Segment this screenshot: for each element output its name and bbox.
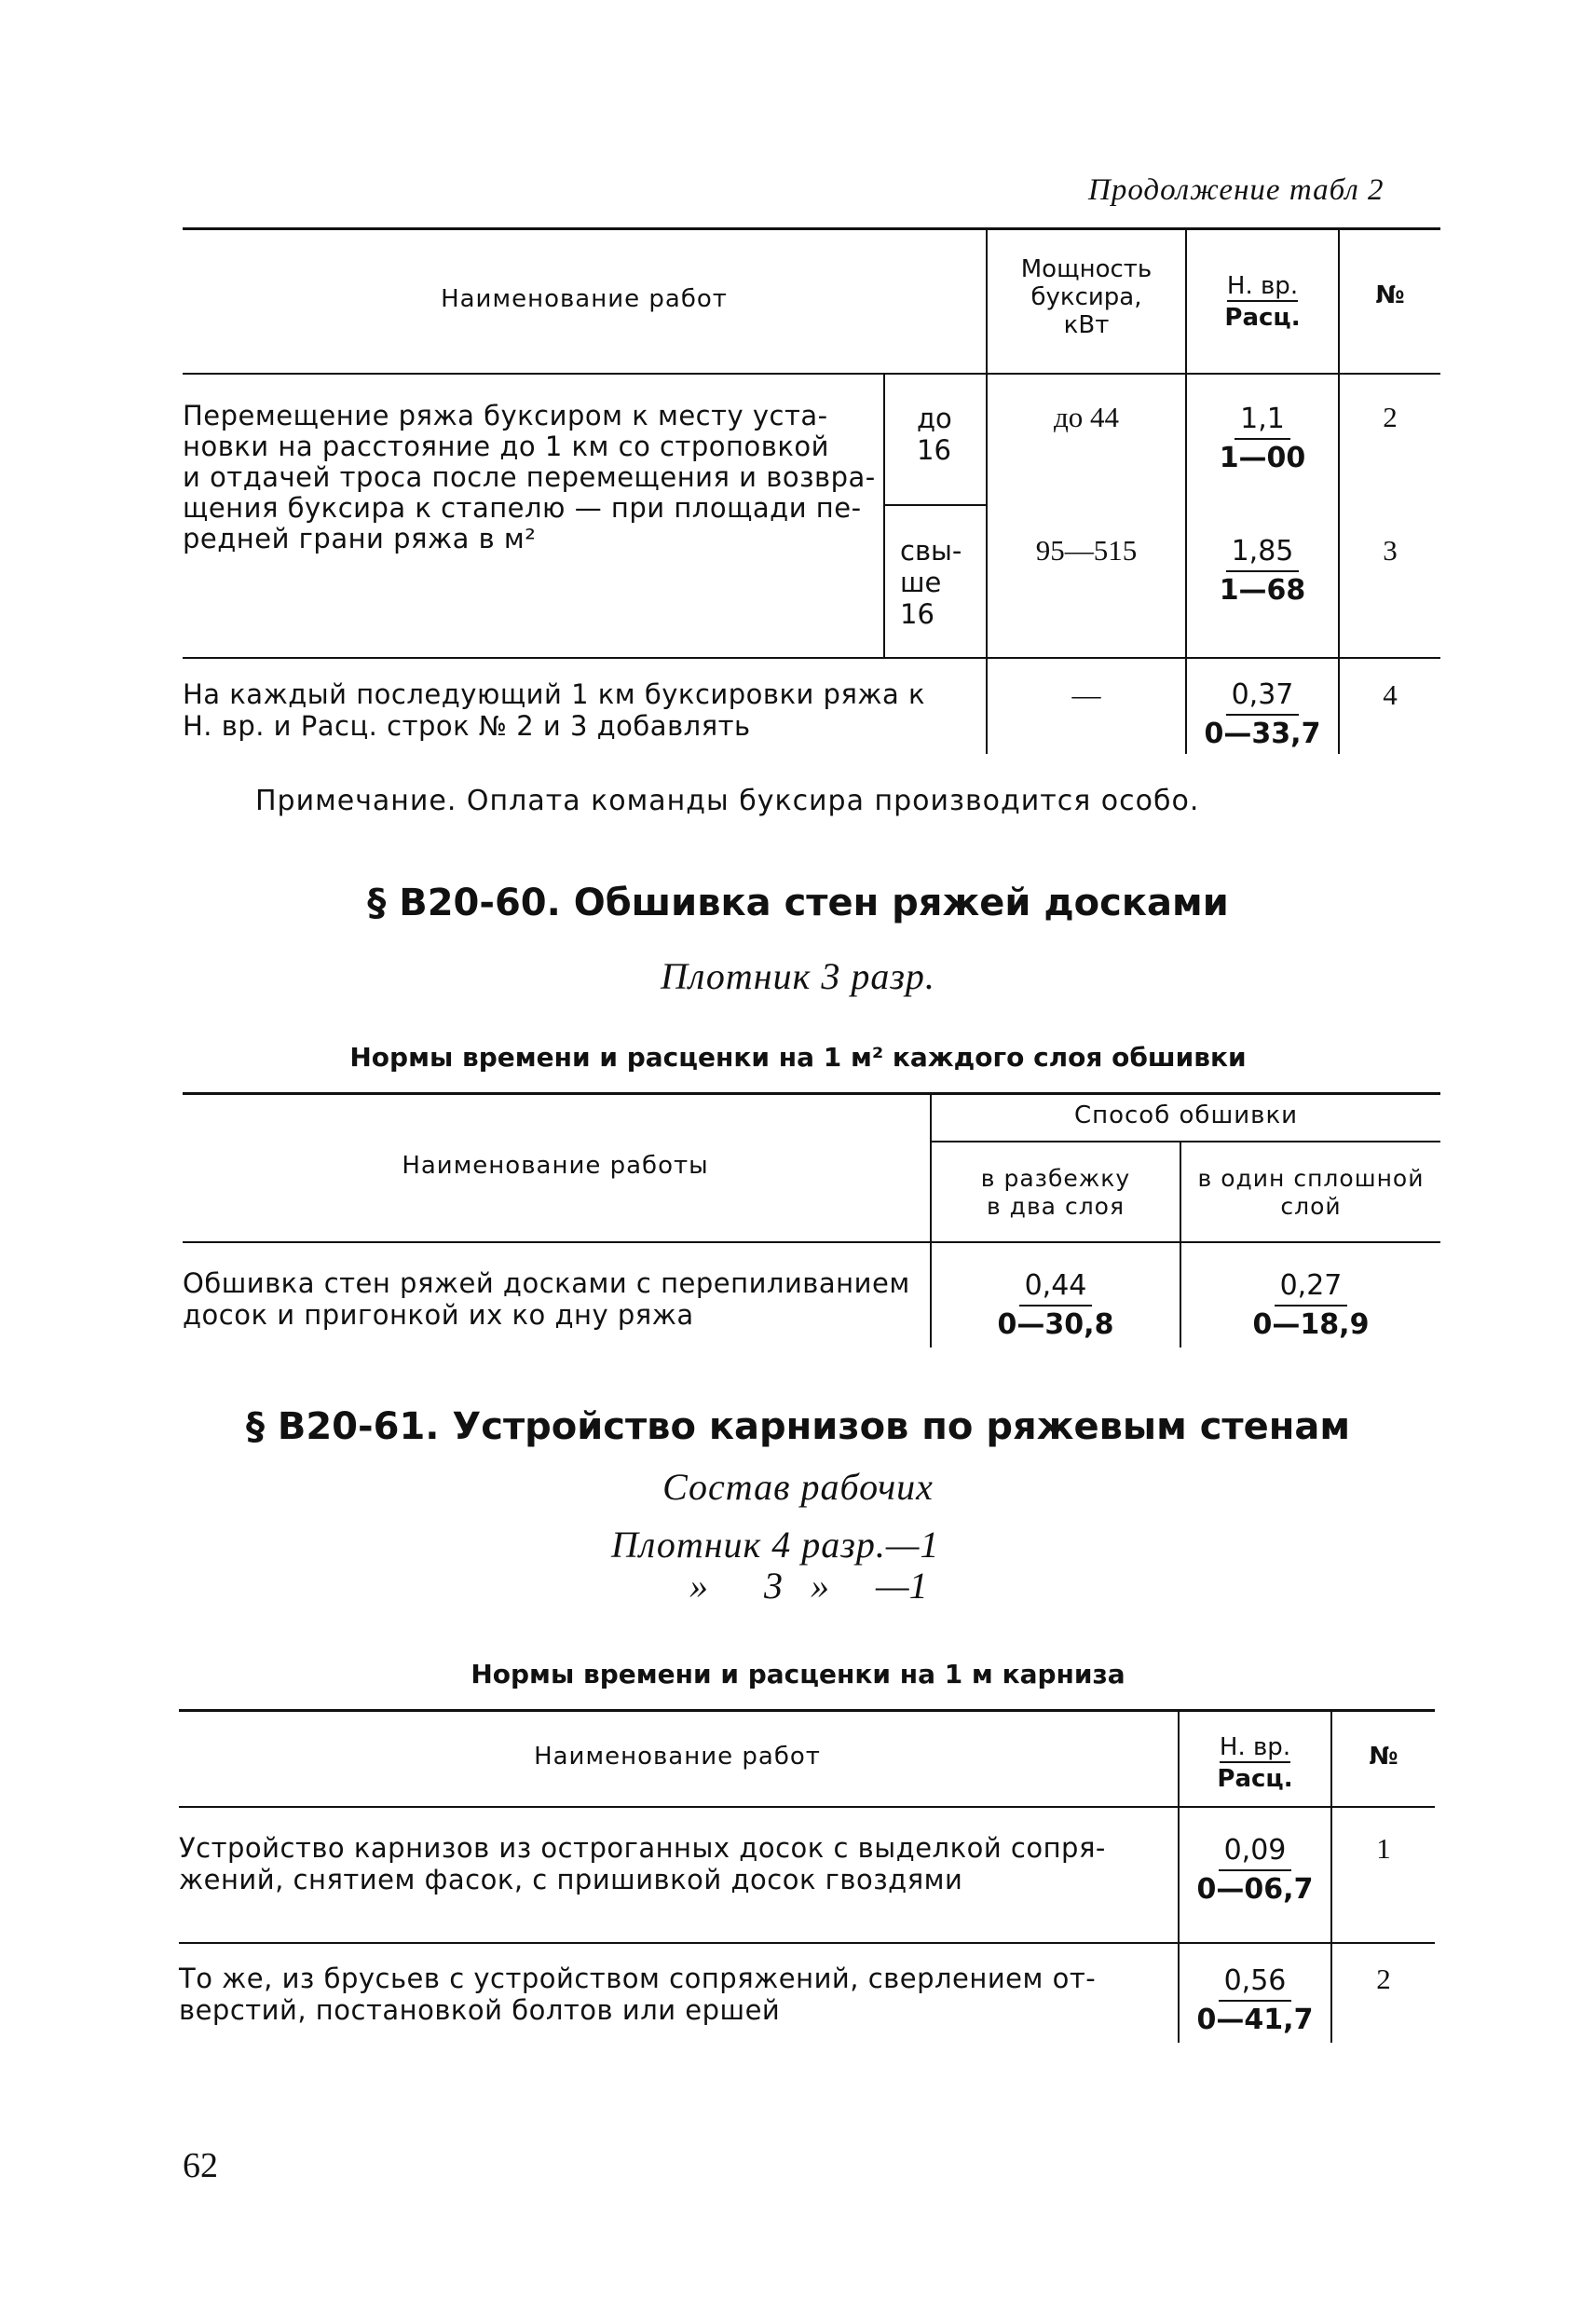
note: Примечание. Оплата команды буксира производится особо. bbox=[255, 785, 1200, 817]
section-60-title: § В20-60. Обшивка стен ряжей досками bbox=[367, 882, 1229, 924]
header-nvr-rasc: Н. вр. Расц. bbox=[1224, 272, 1301, 332]
t2-value-1: $\frac{0,44}{0—30,8}$ bbox=[997, 1269, 1114, 1341]
row2-nvr-rasc: $\frac{1,1}{1—00}$ bbox=[1219, 403, 1306, 474]
t2-row-text: Обшивка стен ряжей досками с перепиливанием досок и пригонкой их ко дну ряжа bbox=[183, 1267, 910, 1331]
row-main-text: Перемещение ряжа буксиром к месту уста- новки на расстояние до 1 км со строповкой и отдачей троса после перемещения и возвра- щения буксира к стапелю — при площади пе- редней грани ряжа в м² bbox=[183, 400, 876, 554]
row4-number: 4 bbox=[1383, 678, 1398, 711]
t3-row1-number: 1 bbox=[1376, 1832, 1391, 1865]
header-name: Наименование работ bbox=[441, 285, 728, 313]
t3-row2-text: То же, из брусьев с устройством сопряжений, сверлением от- верстий, постановкой болтов или ершей bbox=[179, 1963, 1097, 2026]
section-61-title: § В20-61. Устройство карнизов по ряжевым стенам bbox=[245, 1405, 1351, 1448]
row4-power: — bbox=[1071, 678, 1101, 711]
t3-header-name: Наименование работ bbox=[534, 1743, 821, 1771]
section-61-crew-title: Состав рабочих bbox=[662, 1466, 934, 1508]
row3-number: 3 bbox=[1383, 534, 1398, 567]
section-61-crew-line-2: » 3 » —1 bbox=[689, 1565, 928, 1607]
header-power: Мощность буксира, кВт bbox=[1020, 255, 1153, 339]
section-60-norms-title: Нормы времени и расценки на 1 м² каждого слоя обшивки bbox=[349, 1042, 1247, 1073]
row2-power: до 44 bbox=[1053, 401, 1120, 433]
section-61-norms-title: Нормы времени и расценки на 1 м карниза bbox=[471, 1659, 1125, 1690]
header-number: № bbox=[1375, 281, 1405, 309]
t3-row2-number: 2 bbox=[1376, 1963, 1391, 1995]
row3-area: свы- ше 16 bbox=[900, 535, 962, 630]
t2-value-2: $\frac{0,27}{0—18,9}$ bbox=[1252, 1269, 1370, 1341]
row4-nvr-rasc: $\frac{0,37}{0—33,7}$ bbox=[1204, 678, 1321, 750]
t3-header-number: № bbox=[1369, 1743, 1398, 1771]
row2-number: 2 bbox=[1383, 401, 1398, 433]
continuation-label: Продолжение табл 2 bbox=[1088, 173, 1385, 207]
t2-header-name: Наименование работы bbox=[402, 1152, 709, 1180]
page-number: 62 bbox=[183, 2146, 218, 2185]
t3-row1-text: Устройство карнизов из остроганных досок с выделкой сопря- жений, снятием фасок, с пришивкой досок гвоздями bbox=[179, 1832, 1106, 1895]
row2-area: до 16 bbox=[917, 403, 952, 466]
t2-header-col1: в разбежку в два слоя bbox=[980, 1165, 1131, 1220]
row3-nvr-rasc: $\frac{1,85}{1—68}$ bbox=[1219, 535, 1306, 607]
t2-header-method: Способ обшивки bbox=[1073, 1101, 1299, 1129]
t3-row1-nvr-rasc: $\frac{0,09}{0—06,7}$ bbox=[1196, 1834, 1314, 1906]
t3-row2-nvr-rasc: $\frac{0,56}{0—41,7}$ bbox=[1196, 1964, 1314, 2036]
row3-power: 95—515 bbox=[1035, 534, 1138, 567]
t3-header-nvr-rasc: Н. вр. Расц. bbox=[1217, 1733, 1293, 1793]
section-60-worker: Плотник 3 разр. bbox=[661, 955, 935, 997]
section-61-crew-line-1: Плотник 4 разр.—1 bbox=[611, 1524, 940, 1566]
row4-text: На каждый последующий 1 км буксировки ряжа к Н. вр. и Расц. строк № 2 и 3 добавлять bbox=[183, 678, 926, 742]
t2-header-col2: в один сплошной слой bbox=[1197, 1165, 1425, 1220]
